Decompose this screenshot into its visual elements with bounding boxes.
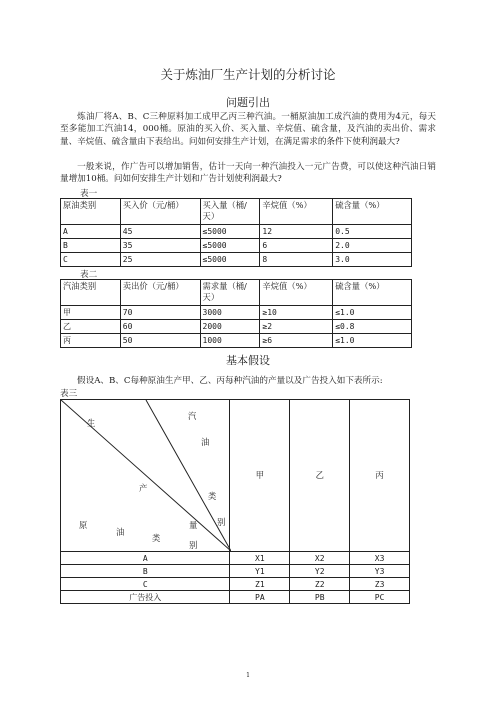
table-cell: X2: [290, 552, 350, 565]
table-cell: 60: [120, 320, 200, 334]
table-cell: ≤0.8: [333, 320, 412, 334]
table-row: [61, 591, 410, 604]
table-cell: 甲: [61, 306, 121, 320]
table-cell: 3000: [200, 306, 260, 320]
paragraph-advertising: [60, 161, 436, 186]
table-cell: 广告投入: [61, 591, 230, 604]
paragraph-problem: [60, 111, 436, 148]
table-header-row: [61, 400, 410, 552]
table-cell: A: [61, 552, 230, 565]
table-cell: 丙: [61, 334, 121, 348]
paragraph-assumptions: [60, 375, 436, 387]
table3-caption: 表三: [60, 389, 78, 399]
diagonal-header-cell: [61, 400, 230, 552]
diag-label: 别: [189, 540, 198, 550]
table-cell: 35: [120, 239, 200, 253]
table-cell: PB: [290, 591, 350, 604]
table-cell: C: [61, 578, 230, 591]
table-cell: 1000: [200, 334, 260, 348]
paragraph-problem-text: 炼油厂将A、B、C三种原料加工成甲乙丙三种汽油。一桶原油加工成汽油的费用为4元，每天至多能加工汽油14，000桶。原油的买入价、买入量、辛烷值、硫含量，及汽油的卖出价、需求量、辛烷值、硫含量由下表给出。问如何安排生产计划，在满足需求的条件下使利润最大?: [60, 112, 436, 147]
table-cell: 45: [120, 225, 200, 239]
table-cell: ≥2: [260, 320, 333, 334]
diag-label: 量: [189, 520, 198, 530]
section-heading-assumptions: 基本假设: [226, 354, 270, 367]
table-cell: 2.0: [333, 239, 412, 253]
table-cell: 8: [260, 253, 333, 267]
table-cell: Z1: [230, 578, 290, 591]
table-row: [61, 225, 412, 239]
document-title: 关于炼油厂生产计划的分析讨论: [160, 67, 336, 82]
paragraph-assumptions-text: 假设A、B、C每种原油生产甲、乙、丙每种汽油的产量以及广告投入如下表所示:: [77, 376, 383, 386]
table1-caption: 表一: [80, 189, 98, 199]
table-cell: 2000: [200, 320, 260, 334]
page-number: 1: [246, 672, 250, 679]
table-cell: 6: [260, 239, 333, 253]
table-cell: Y3: [350, 565, 410, 578]
diag-label: 别: [217, 517, 226, 527]
table-row: [61, 306, 412, 320]
table-cell: ≤1.0: [333, 306, 412, 320]
table-cell: Z2: [290, 578, 350, 591]
table-cell: Y1: [230, 565, 290, 578]
table-cell: ≥6: [260, 334, 333, 348]
table-cell: X1: [230, 552, 290, 565]
table-cell: ≤5000: [200, 225, 260, 239]
table-cell: 12: [260, 225, 333, 239]
table-row: [61, 565, 410, 578]
table-header-cell: 丙: [350, 400, 410, 552]
table-cell: ≤5000: [200, 253, 260, 267]
table-cell: PA: [230, 591, 290, 604]
table-header-cell: 硫含量（%）: [333, 280, 412, 306]
table-cell: ≤1.0: [333, 334, 412, 348]
table-cell: A: [61, 225, 121, 239]
table-cell: Z3: [350, 578, 410, 591]
table-crude-oil: [60, 198, 412, 267]
table-cell: 50: [120, 334, 200, 348]
table-cell: C: [61, 253, 121, 267]
table-header-cell: 辛烷值（%）: [260, 280, 333, 306]
diag-label: 类: [208, 491, 217, 501]
table-header-cell: 需求量（桶/天）: [200, 280, 260, 306]
table-header-cell: 汽油类别: [61, 280, 121, 306]
diag-label: 产: [139, 483, 148, 493]
table-row: [61, 320, 412, 334]
table-cell: X3: [350, 552, 410, 565]
table-header-cell: 卖出价（元/桶）: [120, 280, 200, 306]
diag-label: 油: [116, 527, 125, 537]
table-cell: B: [61, 565, 230, 578]
table-row: [61, 253, 412, 267]
table-header-cell: 买入量（桶/天）: [200, 199, 260, 225]
diag-label: 原: [79, 520, 88, 530]
table2-caption: 表二: [80, 270, 98, 280]
table-header-cell: 硫含量（%）: [333, 199, 412, 225]
table-cell: 3.0: [333, 253, 412, 267]
paragraph-advertising-text: 一般来说，作广告可以增加销售，估计一天向一种汽油投入一元广告费，可以使这种汽油日销量增加10桶。问如何安排生产计划和广告计划使利润最大?: [60, 162, 436, 185]
table-cell: 乙: [61, 320, 121, 334]
diag-label: 类: [152, 533, 161, 543]
table-header-row: [61, 280, 412, 306]
table-cell: Y2: [290, 565, 350, 578]
table-gasoline: [60, 279, 412, 348]
table-cell: ≥10: [260, 306, 333, 320]
table-header-cell: 买入价（元/桶）: [120, 199, 200, 225]
table-row: [61, 552, 410, 565]
diag-label: 汽: [188, 411, 197, 421]
section-heading-problem: 问题引出: [226, 96, 270, 109]
table-cell: B: [61, 239, 121, 253]
diag-label: 生: [87, 418, 96, 428]
table-header-cell: 辛烷值（%）: [260, 199, 333, 225]
table-row: [61, 334, 412, 348]
table-row: [61, 239, 412, 253]
diag-label: 油: [201, 437, 210, 447]
table-cell: 25: [120, 253, 200, 267]
table-header-cell: 乙: [290, 400, 350, 552]
table-header-cell: 甲: [230, 400, 290, 552]
table-cell: 0.5: [333, 225, 412, 239]
table-cell: 70: [120, 306, 200, 320]
table-header-row: [61, 199, 412, 225]
table-production-plan: [60, 399, 410, 604]
table-cell: ≤5000: [200, 239, 260, 253]
table-header-cell: 原油类别: [61, 199, 121, 225]
table-row: [61, 578, 410, 591]
table-cell: PC: [350, 591, 410, 604]
